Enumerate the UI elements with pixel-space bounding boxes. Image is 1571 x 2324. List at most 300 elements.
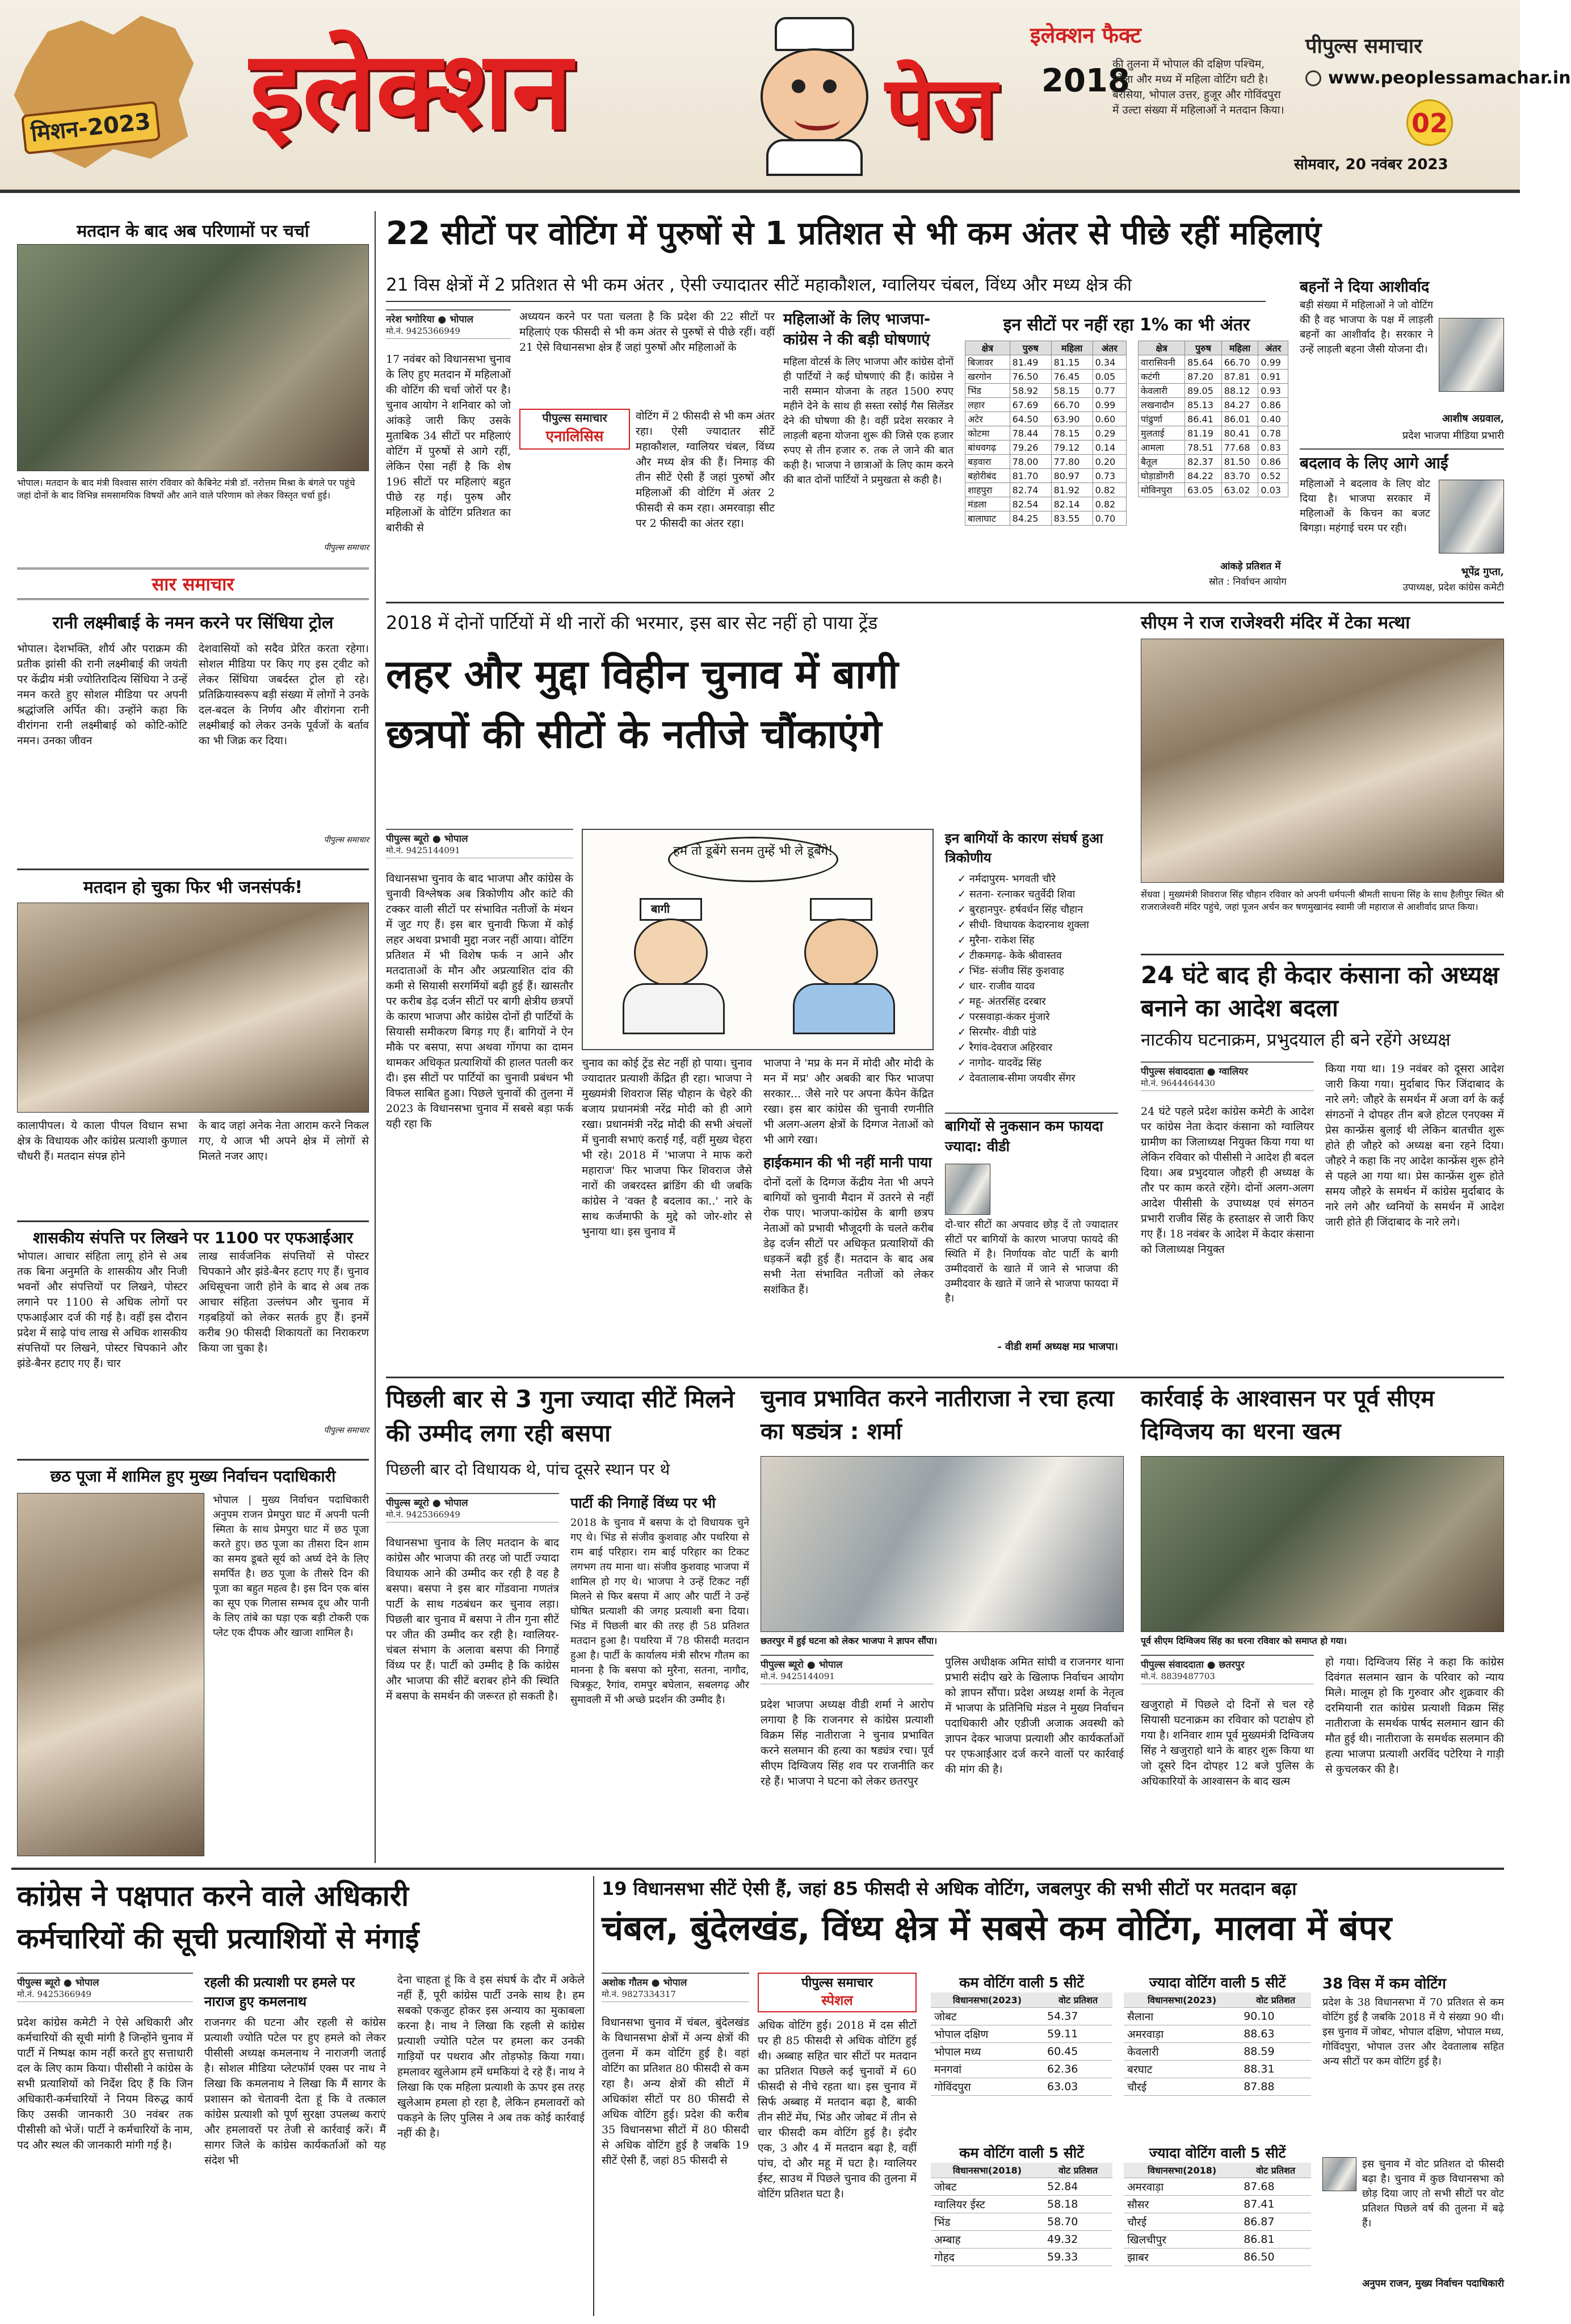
rebels-list <box>945 871 1121 1086</box>
rebels-col2: चुनाव का कोई ट्रेंड सेट नहीं हो पाया। चुनाव ज्यादातर प्रत्याशी केंद्रित ही रहा। भाजपा ने मुख्यमंत्री शिवराज सिंह चौहान के चेहरे की बजाय प्रधानमंत्री नरेंद्र मोदी को ही आगे रखा। प्रधानमंत्री नरेंद्र मोदी की सभी अंचलों में चुनावी सभाएं कराई गईं, वहीं मुख्य चेहरा भी रहे। 2018 में 'भाजपा ने माफ करो महाराज' फिर भाजपा फिर शिवराज जैसे नारों की जबरदस्त ब्रांडिंग की थी जबकि कांग्रेस ने 'वक्त है बदलाव का..' नारे के साथ कर्जमाफी के मुद्दे को जोर-शोर से भुनाया था। इस चुनाव में <box>582 1057 752 1238</box>
section-rule <box>386 1377 1504 1378</box>
table-cell: बैतूल <box>1139 455 1185 469</box>
turnout-row <box>931 2213 1112 2231</box>
table-cell: 79.12 <box>1051 441 1093 455</box>
bsp-byline <box>386 1493 559 1522</box>
issue-date: सोमवार, 20 नवंबर 2023 <box>1294 156 1448 173</box>
table-cell: 86.87 <box>1240 2213 1311 2231</box>
saar-samachar-label: सार समाचार <box>17 568 369 600</box>
table-cell: 82.37 <box>1185 455 1222 469</box>
table-header-cell: विधानसभा(2018) <box>931 2163 1044 2178</box>
promises-text: महिला वोटर्स के लिए भाजपा और कांग्रेस दोनों ही पार्टियों ने कई घोषणाएं की हैं। कांग्रेस ने नारी सम्मान योजना के तहत 1500 रुपए महीने देने के साथ ही सस्ता रसोई गैस सिलेंडर देने की घोषणा की है। वहीं प्रदेश सरकार ने लाड़ली बहना योजना शुरू की जिसे एक हजार रुपए से तीन हजार रु. तक ले जाने की बात कही है। भाजपा ने छात्राओं के लिए काम करने की बात दोनों पार्टियों ने प्रमुखता से कही है। <box>783 356 953 486</box>
table-cell: 0.86 <box>1258 455 1288 469</box>
table-cell: लखनादौन <box>1139 398 1185 412</box>
rebels-headline-line1: लहर और मुद्दा विहीन चुनाव में बागी <box>386 651 898 698</box>
turnout-row <box>1124 2249 1311 2266</box>
table-cell: भोपाल मध्य <box>931 2043 1044 2061</box>
table-cell: 63.90 <box>1051 412 1093 426</box>
table-cell: 76.50 <box>1010 370 1051 384</box>
table-cell: 86.41 <box>1185 412 1222 426</box>
turnout-row <box>931 2178 1112 2196</box>
table-cell: 84.22 <box>1185 469 1222 483</box>
table-cell: अमरवाड़ा <box>1124 2025 1240 2043</box>
table-header-cell: विधानसभा(2023) <box>1124 1992 1240 2008</box>
table-cell: 0.77 <box>1093 384 1126 398</box>
table-header-cell: वोट प्रतिशत <box>1240 1992 1311 2008</box>
mission-badge: मिशन-2023 <box>21 101 161 155</box>
quote2-portrait <box>1439 480 1504 553</box>
table-cell: 83.55 <box>1051 511 1093 526</box>
quote1-text: बड़ी संख्या में महिलाओं ने जो वोटिंग की है वह भाजपा के पक्ष में लाड़ली बहनों का आशीर्वाद है। सरकार ने उन्हें लाड़ली बहना जैसी योजना दी। <box>1300 299 1433 355</box>
masthead-title-left: इलेक्शन <box>250 28 572 153</box>
table-cell: 0.29 <box>1093 426 1126 441</box>
table-cell: 49.32 <box>1044 2231 1112 2249</box>
rebel-list-item: ✓ मुरैना- राकेश सिंह <box>957 934 1035 946</box>
story2-col2: देशवासियों को सदैव प्रेरित करता रहेगा। सोशल मीडिया पर किए गए इस ट्वीट को लेकर सिंधिया जबर्दस्त ट्रोल हो रहे। प्रतिक्रियास्वरूप बड़ी संख्या में लोगों ने उनके दल-बदल के निर्णय और वीरांगना रानी लक्ष्मीबाई को लेकर उनके पूर्वजों के बर्ताव का भी जिक्र कर दिया। <box>199 643 369 747</box>
lead-col2b: वोटिंग में 2 फीसदी से भी कम अंतर रहा। ऐसी ज्यादातर सीटें महाकौशल, ग्वालियर चंबल, विंध्य और मध्य क्षेत्र की हैं। निमाड़ की तीन सीटें ऐसी हैं जहां पुरुषों और महिलाओं की वोटिंग में अंतर 2 फीसदी से कम रहा। अमरवाड़ा सीट पर 2 फीसदी का अंतर रहा। <box>636 410 775 530</box>
politician-caricature <box>749 17 880 176</box>
quote1-name: आशीष अग्रवाल, <box>1442 413 1504 425</box>
table-cell: 77.80 <box>1051 455 1093 469</box>
turnout-col2: अधिक वोटिंग हुई। 2018 में दस सीटों पर ही 85 फीसदी से अधिक वोटिंग हुई थी। अब्बाह सहित चार सीटों पर मतदान का प्रतिशत पिछले कई चुनावों में 60 फीसदी से नीचे रहता था। इस चुनाव में सिर्फ अब्बाह में मतदान बढ़ा है, बाकी तीन सीटें मेंघ, भिंड और जोबट में तीन से चार फीसदी कम वोटिंग हुई है। इंदौर एक, 3 और 4 में मतदान बढ़ा है, वहीं पांच, दो और महू में घटा है। ग्वालियर ईस्ट, साउथ में पिछले चुनाव की तुलना में वोटिंग प्रतिशत घटा है। <box>758 2019 917 2200</box>
high2023-table <box>1124 1992 1311 2096</box>
turnout-byline <box>602 1973 749 2002</box>
table-cell: मनगवां <box>931 2061 1044 2078</box>
loss-head: बागियों से नुकसान कम फायदा ज्यादा: वीडी <box>945 1113 1118 1157</box>
high2018-title: ज्यादा वोटिंग वाली 5 सीटें <box>1149 2145 1286 2161</box>
table-cell: 67.69 <box>1010 398 1051 412</box>
kansana-byline-name: पीपुल्स संवाददाता ● ग्वालियर <box>1141 1066 1248 1077</box>
loss-text: दो-चार सीटों का अपवाद छोड़ दें तो ज्यादातर सीटों पर बागियों के कारण भाजपा फायदे की स्थिति में है। निर्णायक वोट पार्टी के बागी उम्मीदवारों के खाते में जाने से भाजपा की उम्मीदवार के खाते में जाने से भाजपा फायदा में है। <box>945 1219 1118 1304</box>
table-cell: 59.33 <box>1044 2249 1112 2266</box>
turnout-row <box>1124 2043 1311 2061</box>
story1-caption: भोपाल। मतदान के बाद मंत्री विश्वास सारंग रविवार को कैबिनेट मंत्री डॉ. नरोत्तम मिश्रा के बंगले पर पहुंचे जहां दोनों के बाद विभिन्न समसामयिक विषयों और आने वाले परिणाम को लेकर विस्तृत चर्चा हुई। <box>17 477 355 501</box>
source-tag: पीपुल्स समाचार <box>324 1426 369 1435</box>
turnout-row <box>1124 2213 1311 2231</box>
quote2-name: भूपेंद्र गुप्ता, <box>1461 566 1504 578</box>
table-cell: घोड़ाडोंगरी <box>1139 469 1185 483</box>
seat-row <box>965 455 1127 469</box>
quote1-head: बहनों ने दिया आशीर्वाद <box>1300 278 1430 296</box>
table-cell: चौरई <box>1124 2078 1240 2096</box>
table-cell: सैलाना <box>1124 2008 1240 2025</box>
turnout-row <box>931 2043 1112 2061</box>
turnout-row <box>1124 2061 1311 2078</box>
table-cell: 77.68 <box>1221 441 1258 455</box>
table-cell: 87.81 <box>1221 370 1258 384</box>
table-cell: 85.64 <box>1185 355 1222 370</box>
analysis-brand: पीपुल्स समाचार <box>542 411 607 425</box>
table-cell: 81.49 <box>1010 355 1051 370</box>
table-header-cell: वोट प्रतिशत <box>1240 2163 1311 2178</box>
seat-row <box>965 511 1127 526</box>
table-cell: 0.83 <box>1258 441 1288 455</box>
table-cell: 87.41 <box>1240 2196 1311 2213</box>
cartoon-label: बागी <box>651 902 670 916</box>
table-cell: 80.97 <box>1051 469 1093 483</box>
conspiracy-byline-name: पीपुल्स ब्यूरो ● भोपाल <box>761 1659 843 1671</box>
turnout-row <box>931 2008 1112 2025</box>
seats-table-right <box>1138 341 1288 497</box>
election-fact-year: 2018 <box>1041 62 1130 99</box>
seat-row <box>965 355 1127 370</box>
table-cell: 63.03 <box>1044 2078 1112 2096</box>
turnout-headline: चंबल, बुंदेलखंड, विंध्य क्षेत्र में सबसे कम वोटिंग, मालवा में बंपर <box>602 1908 1392 1948</box>
cartoon-figure-right <box>787 898 901 1034</box>
table-cell: 60.45 <box>1044 2043 1112 2061</box>
table-cell: 0.14 <box>1093 441 1126 455</box>
congress-byline-mobile: मो.नं. 9425366949 <box>17 1989 91 1999</box>
table-cell: भिंड <box>965 384 1010 398</box>
table-cell: अम्बाह <box>931 2231 1044 2249</box>
congress-headline-line2: कर्मचारियों की सूची प्रत्याशियों से मंगाई <box>17 1922 419 1955</box>
seats-table-left <box>965 341 1127 526</box>
rebels-kicker: 2018 में दोनों पार्टियों में थी नारों की भरमार, इस बार सेट नहीं हो पाया ट्रेंड <box>386 612 878 634</box>
page-number: 02 <box>1406 99 1453 146</box>
rebel-list-item: ✓ सिरमौर- वीडी पांडे <box>957 1026 1036 1038</box>
kansana-subhead: नाटकीय घटनाक्रम, प्रभुदयाल ही बने रहेंगे अध्यक्ष <box>1141 1030 1451 1050</box>
story2-col1: भोपाल। देशभक्ति, शौर्य और पराक्रम की प्रतीक झांसी की रानी लक्ष्मीबाई की जयंती पर केंद्रीय मंत्री ज्योतिरादित्य सिंधिया ने उन्हें नमन करते हुए सोशल मीडिया पर अपनी श्रद्धांजलि अर्पित की। उन्होंने कहा कि वीरांगना रानी लक्ष्मीबाई को कोटि-कोटि नमन। उनका जीवन <box>17 643 187 747</box>
rebels-headline-line2: छत्रपों की सीटों के नतीजे चौंकाएंगे <box>386 711 882 757</box>
seat-row <box>1139 469 1288 483</box>
turnout-byline-name: अशोक गौतम ● भोपाल <box>602 1977 687 1989</box>
congress-col2: राजनगर की घटना और रहली से कांग्रेस प्रत्याशी ज्योति पटेल पर हुए हमले को लेकर पीसीसी अध्यक्ष कमलनाथ ने नाराजगी जताई है। सोशल मीडिया प्लेटफॉर्म एक्स पर नाथ ने लिखा कि कमलनाथ ने लिखा कि मैं सागर के प्रशासन को चेतावनी देता हूं कि वे तत्काल कांग्रेस प्रत्याशी को पूर्ण सुरक्षा उपलब्ध कराएं और हमलावरों पर तेजी से कार्रवाई करें। मैं सागर जिले के कांग्रेस कार्यकर्ताओं को यह संदेश भी <box>204 2016 386 2167</box>
rebel-list-item: ✓ भिंड- संजीव सिंह कुशवाह <box>957 965 1064 977</box>
table-cell: गोविंदपुरा <box>931 2078 1044 2096</box>
seat-row <box>965 412 1127 426</box>
low-voting-side-text: प्रदेश के 38 विधानसभा में 70 प्रतिशत से कम वोटिंग हुई है जबकि 2018 में ये संख्या 90 थी। इस चुनाव में जोबट, भोपाल दक्षिण, भोपाल मध्य, गोविंदपुरा, भोपाल उत्तर और देवतालाब सहित अन्य सीटों पर कम वोटिंग हुई है। <box>1322 1996 1504 2067</box>
table-cell: 0.93 <box>1258 384 1288 398</box>
turnout-row <box>1124 2008 1311 2025</box>
table-cell: 86.01 <box>1221 412 1258 426</box>
story3-photo <box>17 903 369 1113</box>
analysis-badge <box>519 409 630 450</box>
bsp-col1: विधानसभा चुनाव के लिए मतदान के बाद कांग्रेस और भाजपा की तरह जो पार्टी ज्यादा विधायक आने की उम्मीद कर रही है वह है बसपा। बसपा ने इस बार गोंडवाना गणतंत्र पार्टी के साथ गठबंधन कर चुनाव लड़ा। पिछली बार चुनाव में बसपा ने तीन गुना सीटें पर जीत की उम्मीद कर रही है। ग्वालियर-चंबल संभाग के अलावा बसपा की निगाहें विंध्य पर हैं। पार्टी को उम्मीद है कि कांग्रेस और भाजपा की सीटें बराबर होने की स्थिति में बसपा के समर्थन की जरूरत हो सकती है। <box>386 1537 559 1702</box>
rebels-byline <box>386 829 573 858</box>
table-cell: गोहद <box>931 2249 1044 2266</box>
table-cell: 0.70 <box>1093 511 1126 526</box>
table-cell: मोविनपुरा <box>1139 483 1185 497</box>
table-cell: 58.15 <box>1051 384 1093 398</box>
table-cell: 78.15 <box>1051 426 1093 441</box>
cartoon <box>582 829 934 1050</box>
rebel-list-item: ✓ टीकमगढ़- केके श्रीवास्तव <box>957 950 1062 962</box>
table-header-cell: वोट प्रतिशत <box>1044 2163 1112 2178</box>
lead-col1: 17 नवंबर को विधानसभा चुनाव के लिए हुए मतदान में महिलाओं की वोटिंग की चर्चा जोरों पर है। चुनाव आयोग ने शनिवार को जो आंकड़े जारी किए उसके मुताबिक 34 सीटों पर महिलाएं वोटिंग में पुरुषों से आगे रहीं, लेकिन ऐसा नहीं है कि शेष 196 सीटों पर महिलाएं बहुत पीछे रह गई। पुरुष और महिलाओं के वोटिंग प्रतिशत का बारीकी से <box>386 353 511 534</box>
turnout-row <box>1124 2078 1311 2096</box>
table-cell: 63.02 <box>1221 483 1258 497</box>
digvijay-photo <box>1141 1456 1504 1632</box>
rebels-col1: विधानसभा चुनाव के बाद भाजपा और कांग्रेस के चुनावी विश्लेषक अब त्रिकोणीय और कांटे की टक्कर वाली सीटों पर संभावित नतीजों के मंथन में जुट गए हैं। इस बार चुनावी फिजा में कोई लहर अथवा प्रभावी मुद्दा नजर नहीं आया। वोटिंग प्रतिशत में भी विशेष फर्क न आने और मतदाताओं के मौन और अप्रत्याशित दांव की कमी से सियासी सरगर्मियों बढ़ी हुई हैं। खासतौर पर करीब डेढ़ दर्जन सीटों पर बागी क्षेत्रीय छत्रपों के कारण भाजपा और कांग्रेस दोनों ही पार्टियों के सियासी समीकरण बिगड़ गए हैं। बागियों ने ऐन मौके पर बसपा, सपा अथवा गोंगपा का दामन थामकर अधिकृत प्रत्याशियों की हालत पतली कर दी। इस सीटों पर पार्टियों का चुनावी प्रबंधन भी विफल साबित हुआ। पिछले चुनावों की तुलना में 2023 के विधानसभा चुनाव में सबसे बड़ा फर्क यही रहा कि <box>386 872 573 1130</box>
table-cell: 59.11 <box>1044 2025 1112 2043</box>
rebel-list-item: ✓ नागोद- यादवेंद्र सिंह <box>957 1057 1041 1069</box>
bsp-box-text: 2018 के चुनाव में बसपा के दो विधायक चुने गए थे। भिंड से संजीव कुशवाह और पथरिया से राम बाई परिहार। राम बाई परिहार का टिकट लगभग तय माना था। संजीव कुशवाह भाजपा में शामिल हो गए थे। भाजपा ने उन्हें टिकट नहीं मिलने से फिर बसपा में आए और पार्टी ने उन्हें घोषित प्रत्याशी की जगह प्रत्याशी बना दिया। भिंड में पिछली बार की तरह ही 58 प्रतिशत मतदान हुआ है। पथरिया में 78 फीसदी मतदान हुआ है। पार्टी के कार्यालय मंत्री सौरभ गौतम का मानना है कि बसपा को मुरैना, सतना, नागौद, चित्रकूट, रैगांव, रामपुर बघेलान, सबलगढ़ और सुमावली में भी अच्छे प्रदर्शन की उम्मीद है। <box>570 1517 749 1706</box>
rebels-list-head: इन बागियों के कारण संघर्ष हुआ त्रिकोणीय <box>945 830 1103 866</box>
digvijay-caption: पूर्व सीएम दिग्विजय सिंह का धरना रविवार को समाप्त हो गया। <box>1141 1635 1347 1646</box>
table-cell: लहार <box>965 398 1010 412</box>
table-cell: केवलारी <box>1124 2043 1240 2061</box>
kansana-col2: किया गया था। 19 नवंबर को दूसरा आदेश जारी किया गया। मुर्दाबाद फिर जिंदाबाद के नारे लगे: जौहरे के समर्थन में अजा वर्ग के कई संगठनों ने दोपहर तीन बजे होटल एनएक्स में प्रेस कान्फ्रेंस बुलाई थी लेकिन बातचीत शुरू होते ही जौहरे को अध्यक्ष बना रहने दिया। जौहरे ने कहा कि नए आदेश कान्फ्रेंस शुरू होने से पहले आ गया था। प्रेस कान्फ्रेंस शुरू होते समय जौहरे के समर्थन में कांग्रेस मुर्दाबाद के नारे लगे और ध्वनियों के समर्थन में आदेश जारी होते ही जिंदाबाद के नारे लगे। <box>1325 1063 1504 1228</box>
quote2-text: महिलाओं ने बदलाव के लिए वोट दिया है। भाजपा सरकार में महिलाओं के किचन का बजट बिगड़ा। महंगाई चरम पर रही। <box>1300 478 1430 534</box>
rebel-list-item: ✓ महू- अंतरसिंह दरबार <box>957 996 1046 1008</box>
table-cell: वारासिवनी <box>1139 355 1185 370</box>
table-cell: 79.26 <box>1010 441 1051 455</box>
table-cell: 0.82 <box>1093 497 1126 511</box>
low-voting-side-head: 38 विस में कम वोटिंग <box>1322 1975 1446 1992</box>
brand-name: पीपुल्स समाचार <box>1305 35 1422 58</box>
table-cell: 81.70 <box>1010 469 1051 483</box>
quote2-role: उपाध्यक्ष, प्रदेश कांग्रेस कमेटी <box>1402 582 1504 593</box>
table-cell: 0.86 <box>1258 398 1288 412</box>
table-cell: 84.25 <box>1010 511 1051 526</box>
seats-table-source: स्रोत : निर्वाचन आयोग <box>1209 576 1287 588</box>
table-cell: 0.03 <box>1258 483 1288 497</box>
conspiracy-col2: पुलिस अधीक्षक अमित सांघी व राजनगर थाना प्रभारी संदीप खरे के खिलाफ निर्वाचन आयोग को ज्ञापन सौंपा। प्रदेश अध्यक्ष शर्मा के नेतृत्व में भाजपा के प्रतिनिधि मंडल ने मुख्य निर्वाचन पदाधिकारी और एडीजी अजाक अवस्थी को ज्ञापन देकर भाजपा प्रत्याशी और कार्यकर्ताओं पर एफआईआर दर्ज करने वालों पर कार्रवाई की मांग की है। <box>945 1656 1124 1776</box>
special-badge <box>758 1973 917 2012</box>
story4-col1: भोपाल। आचार संहिता लागू होने से अब तक बिना अनुमति के शासकीय और निजी भवनों और संपत्तियों पर लिखने, पोस्टर लगाने पर 1100 से अधिक लोगों पर एफआईआर दर्ज की गई है। वहीं इस दौरान प्रदेश में साढ़े पांच लाख से अधिक शासकीय संपत्तियों पर लिखने, पोस्टर चिपकाने और झंडे-बैनर हटाए गए हैं। चार <box>17 1250 187 1370</box>
turnout-row <box>931 2196 1112 2213</box>
table-cell: 62.36 <box>1044 2061 1112 2078</box>
low2018-title: कम वोटिंग वाली 5 सीटें <box>959 2145 1084 2161</box>
table-cell: 88.59 <box>1240 2043 1311 2061</box>
digvijay-byline-mobile: मो.नं. 8839487703 <box>1141 1671 1215 1681</box>
table-cell: अमरवाड़ा <box>1124 2178 1240 2196</box>
conspiracy-photo <box>761 1456 1124 1632</box>
table-cell: 0.52 <box>1258 469 1288 483</box>
special-label: स्पेशल <box>821 1992 853 2008</box>
table-cell: 81.92 <box>1051 483 1093 497</box>
masthead <box>0 0 1571 193</box>
congress-col1: प्रदेश कांग्रेस कमेटी ने ऐसे अधिकारी और कर्मचारियों की सूची मांगी है जिन्होंने चुनाव में पार्टी में निष्पक्ष काम नहीं करते हुए सत्ताधारी दल के लिए काम किया। पीसीसी ने कांग्रेस के सभी प्रत्याशियों को निर्देश दिए हैं कि जिन अधिकारी-कर्मचारियों ने नियम विरुद्ध कार्य किए उसकी जानकारी 30 नवंबर तक पीसीसी को भेजें। पार्टी ने कर्मचारियों के नाम, पद और स्थल की जानकारी मांगी गई है। <box>17 2016 193 2151</box>
table-cell: मंडला <box>965 497 1010 511</box>
table-cell: 85.13 <box>1185 398 1222 412</box>
table-cell: 52.84 <box>1044 2178 1112 2196</box>
quote1-portrait <box>1439 318 1504 392</box>
table-cell: 80.41 <box>1221 426 1258 441</box>
table-cell: 0.82 <box>1093 483 1126 497</box>
bsp-headline: पिछली बार से 3 गुना ज्यादा सीटें मिलने की उम्मीद लगा रही बसपा <box>386 1385 735 1447</box>
table-header-cell: विधानसभा(2023) <box>931 1992 1044 2008</box>
table-cell: ग्वालियर ईस्ट <box>931 2196 1044 2213</box>
turnout-col1: विधानसभा चुनाव में चंबल, बुंदेलखंड के विधानसभा क्षेत्रों में अन्य क्षेत्रों की तुलना में कम वोटिंग हुई है। वहां वोटिंग का प्रतिशत 80 फीसदी से कम रहा है। अन्य क्षेत्रों की सीटों में अधिकांश सीटों पर 80 फीसदी से अधिक वोटिंग हुई। प्रदेश की करीब 35 विधानसभा सीटों में 80 फीसदी से अधिक वोटिंग हुई है जबकि 19 सीटें ऐसी हैं, जहां 85 फीसदी से <box>602 2016 749 2167</box>
rahli-head: रहली की प्रत्याशी पर हमले पर नाराज हुए कमलनाथ <box>204 1974 355 2010</box>
table-cell: 82.54 <box>1010 497 1051 511</box>
seat-row <box>965 497 1127 511</box>
table-cell: 78.00 <box>1010 455 1051 469</box>
rebels-byline-name: पीपुल्स ब्यूरो ● भोपाल <box>386 833 468 845</box>
globe-icon <box>1305 70 1321 86</box>
turnout-row <box>931 2025 1112 2043</box>
table-cell: 66.70 <box>1051 398 1093 412</box>
lead-col2c <box>519 454 630 593</box>
table-cell: झाबर <box>1124 2249 1240 2266</box>
table-cell: खरगोन <box>965 370 1010 384</box>
cartoon-speech-bubble: हम तो डूबेंगे सनम तुम्हें भी ले डूबेंगे! <box>668 837 838 882</box>
table-cell: 83.70 <box>1221 469 1258 483</box>
conspiracy-byline <box>761 1655 934 1684</box>
bsp-subhead: पिछली बार दो विधायक थे, पांच दूसरे स्थान पर थे <box>386 1460 670 1479</box>
special-brand: पीपुल्स समाचार <box>801 1976 873 1990</box>
turnout-row <box>1124 2178 1311 2196</box>
table-cell: 0.99 <box>1258 355 1288 370</box>
seat-row <box>1139 441 1288 455</box>
seat-row <box>965 426 1127 441</box>
seats-table-title: इन सीटों पर नहीं रहा 1% का भी अंतर <box>1003 315 1250 335</box>
election-fact-text: की तुलना में भोपाल की दक्षिण पश्चिम, नरेला और मध्य में महिला वोटिंग घटी है। बैरसिया, भोपाल उत्तर, हुजूर और गोविंदपुरा में उल्टा संख्या में महिलाओं ने मतदान किया। <box>1112 58 1284 116</box>
table-cell: 0.60 <box>1093 412 1126 426</box>
turnout-row <box>931 2231 1112 2249</box>
table-cell: 0.91 <box>1258 370 1288 384</box>
table-cell: 0.05 <box>1093 370 1126 384</box>
table-cell: 58.70 <box>1044 2213 1112 2231</box>
table-cell: बांधवगढ़ <box>965 441 1010 455</box>
story5-headline: छठ पूजा में शामिल हुए मुख्य निर्वाचन पदाधिकारी <box>17 1459 369 1487</box>
table-cell: 0.20 <box>1093 455 1126 469</box>
turnout-row <box>1124 2231 1311 2249</box>
lead-byline-name: नरेश भगोरिया ● भोपाल <box>386 314 474 325</box>
seat-row <box>1139 483 1288 497</box>
table-cell: 58.92 <box>1010 384 1051 398</box>
table-cell: भिंड <box>931 2213 1044 2231</box>
table-cell: 82.14 <box>1051 497 1093 511</box>
promises-headline: महिलाओं के लिए भाजपा-कांग्रेस ने की बड़ी घोषणाएं <box>783 311 931 349</box>
story4-col2: लाख सार्वजनिक संपत्तियों से पोस्टर चिपकाने और झंडे-बैनर हटाए गए हैं। चुनाव अधिसूचना जारी होने के बाद से अब तक आचार संहिता उल्लंघन और चुनाव में गड़बड़ियों को लेकर सतर्क हुए हैं। इनमें करीब 90 फीसदी शिकायतों का निराकरण किया जा चुका है। <box>199 1250 369 1354</box>
section-rule <box>386 602 1504 603</box>
table-header-cell: पुरुष <box>1010 341 1051 355</box>
turnout-kicker: 19 विधानसभा सीटें ऐसी हैं, जहां 85 फीसदी से अधिक वोटिंग, जबलपुर की सभी सीटों पर मतदान बढ़ा <box>602 1878 1297 1899</box>
conspiracy-col1: प्रदेश भाजपा अध्यक्ष वीडी शर्मा ने आरोप लगाया है कि राजनगर से कांग्रेस प्रत्याशी विक्रम सिंह नातीराजा ने चुनाव प्रभावित करने सलमान की हत्या का षड्यंत्र रचा। पूर्व सीएम दिग्विजय सिंह शव पर राजनीति कर रहे हैं। भाजपा ने घटना को लेकर छतरपुर <box>761 1698 934 1788</box>
table-cell: 82.74 <box>1010 483 1051 497</box>
temple-photo <box>1141 639 1504 883</box>
table-cell: 81.50 <box>1221 455 1258 469</box>
quote1-role: प्रदेश भाजपा मीडिया प्रभारी <box>1402 430 1504 442</box>
kansana-byline <box>1141 1062 1314 1091</box>
table-cell: 86.81 <box>1240 2231 1311 2249</box>
seat-row <box>1139 398 1288 412</box>
seat-row <box>965 398 1127 412</box>
seat-row <box>965 441 1127 455</box>
rebel-list-item: ✓ धार- राजीव यादव <box>957 980 1035 992</box>
table-cell: 88.63 <box>1240 2025 1311 2043</box>
table-cell: मुलताई <box>1139 426 1185 441</box>
rebel-list-item: ✓ नर्मदापुरम- भगवती चौरे <box>957 873 1056 885</box>
table-cell: पांढुर्णा <box>1139 412 1185 426</box>
source-tag: पीपुल्स समाचार <box>324 836 369 845</box>
turnout-row <box>931 2061 1112 2078</box>
seat-row <box>1139 412 1288 426</box>
table-cell: 87.20 <box>1185 370 1222 384</box>
congress-col3: देना चाहता हूं कि वे इस संघर्ष के दौर में अकेले नहीं हैं, पूरी कांग्रेस पार्टी उनके साथ है। हम सबको एकजुट होकर इस अन्याय का मुकाबला करना है। नाथ ने लिखा कि रहली से कांग्रेस प्रत्याशी ज्योति पटेल पर हमला कर उनकी गाड़ियों पर पथराव और तोड़फोड़ किया गया। हमलावर खुलेआम हमें धमकियां दे रहे हैं। नाथ ने लिखा कि एक महिला प्रत्याशी के ऊपर इस तरह खुलेआम हमला हो रहा है, लेकिन हमलावरों को पकड़ने के लिए पुलिस ने अब तक कोई कार्रवाई नहीं की है। <box>397 1974 585 2140</box>
section-rule <box>11 1868 1504 1870</box>
digvijay-byline-name: पीपुल्स संवाददाता ● छतरपुर <box>1141 1659 1245 1671</box>
table-cell: शाहपुरा <box>965 483 1010 497</box>
table-cell: 64.50 <box>1010 412 1051 426</box>
table-cell: 0.40 <box>1258 412 1288 426</box>
table-cell: 54.37 <box>1044 2008 1112 2025</box>
cec-quote-name: अनुपम राजन, मुख्य निर्वाचन पदाधिकारी <box>1362 2278 1504 2289</box>
table-cell: 90.10 <box>1240 2008 1311 2025</box>
low2018-table <box>931 2163 1112 2266</box>
table-cell: 0.99 <box>1093 398 1126 412</box>
table-cell: 0.73 <box>1093 469 1126 483</box>
seat-row <box>965 469 1127 483</box>
table-cell: सौसर <box>1124 2196 1240 2213</box>
table-cell: 63.05 <box>1185 483 1222 497</box>
anupam-rajan-portrait <box>1322 2157 1356 2191</box>
table-cell: 78.51 <box>1185 441 1222 455</box>
lead-byline <box>386 309 511 339</box>
turnout-row <box>931 2078 1112 2096</box>
table-cell: 58.18 <box>1044 2196 1112 2213</box>
temple-headline: सीएम ने राज राजेश्वरी मंदिर में टेका मत्था <box>1141 613 1410 633</box>
table-cell: बड़वारा <box>965 455 1010 469</box>
rebel-list-item: ✓ सतना- रत्नाकर चतुर्वेदी शिवा <box>957 888 1076 900</box>
table-cell: केवलारी <box>1139 384 1185 398</box>
kansana-col1: 24 घंटे पहले प्रदेश कांग्रेस कमेटी के आदेश पर कांग्रेस नेता केदार कंसाना को ग्वालियर ग्रामीण का जिलाध्यक्ष नियुक्त किया गया था लेकिन रविवार को पीसीसी ने आदेश ही बदल दिया। अब प्रभुदयाल जौहरी ही अध्यक्ष के तौर पर काम करते रहेंगे। दोनों अलग-अलग आदेश पीसीसी के उपाध्यक्ष एवं संगठन प्रभारी राजीव सिंह के हस्ताक्षर से जारी किए गए हैं। 18 नवंबर के आदेश में केदार कंसाना को जिलाध्यक्ष नियुक्त <box>1141 1105 1314 1256</box>
turnout-row <box>1124 2196 1311 2213</box>
table-cell: 86.50 <box>1240 2249 1311 2266</box>
table-cell: 87.88 <box>1240 2078 1311 2096</box>
digvijay-byline <box>1141 1655 1314 1684</box>
rebel-list-item: ✓ बुरहानपुर- हर्षवर्धन सिंह चौहान <box>957 904 1083 916</box>
election-fact-heading: इलेक्शन फैक्ट <box>1030 23 1141 48</box>
seat-row <box>965 384 1127 398</box>
turnout-row <box>931 2249 1112 2266</box>
low2023-title: कम वोटिंग वाली 5 सीटें <box>959 1974 1084 1991</box>
table-cell: बरघाट <box>1124 2061 1240 2078</box>
conspiracy-headline: चुनाव प्रभावित करने नातीराजा ने रचा हत्या का षड्यंत्र : शर्मा <box>761 1386 1114 1445</box>
table-cell: 84.27 <box>1221 398 1258 412</box>
seat-row <box>965 483 1127 497</box>
story2-headline: रानी लक्ष्मीबाई के नमन करने पर सिंधिया ट्रोल <box>52 613 334 633</box>
story5-photo <box>17 1493 204 1856</box>
congress-byline <box>17 1973 193 2002</box>
conspiracy-caption: छतरपुर में हुई घटना को लेकर भाजपा ने ज्ञापन सौंपा। <box>761 1635 938 1646</box>
table-header-cell: क्षेत्र <box>965 341 1010 355</box>
table-cell: 81.15 <box>1051 355 1093 370</box>
column-rule <box>375 211 376 1863</box>
seat-row <box>1139 370 1288 384</box>
table-header-cell: अंतर <box>1258 341 1288 355</box>
table-header-cell: महिला <box>1221 341 1258 355</box>
table-cell: 89.05 <box>1185 384 1222 398</box>
table-cell: कोटमा <box>965 426 1010 441</box>
story3-col2: के बाद जहां अनेक नेता आराम करने निकल गए, ये आज भी अपने क्षेत्र में लोगों से मिलते नजर आए। <box>199 1119 369 1163</box>
table-cell: बिजावर <box>965 355 1010 370</box>
story4-headline: शासकीय संपत्ति पर लिखने पर 1100 पर एफआईआर <box>17 1220 369 1248</box>
rebel-list-item: ✓ रैगांव-देवराज अहिरवार <box>957 1042 1053 1054</box>
seats-table-note: आंकड़े प्रतिशत में <box>1220 561 1281 572</box>
table-header-cell: अंतर <box>1093 341 1126 355</box>
table-cell: बहोरीबंद <box>965 469 1010 483</box>
congress-byline-name: पीपुल्स ब्यूरो ● भोपाल <box>17 1977 99 1989</box>
bsp-byline-name: पीपुल्स ब्यूरो ● भोपाल <box>386 1497 468 1509</box>
table-cell: चौरई <box>1124 2213 1240 2231</box>
table-header-cell: विधानसभा(2018) <box>1124 2163 1240 2178</box>
turnout-row <box>1124 2025 1311 2043</box>
bsp-box-head: पार्टी की निगाहें विंध्य पर भी <box>570 1495 716 1511</box>
table-header-cell: पुरुष <box>1185 341 1222 355</box>
story1-headline: मतदान के बाद अब परिणामों पर चर्चा <box>77 221 309 241</box>
kansana-byline-mobile: मो.नं. 9644464430 <box>1141 1078 1215 1088</box>
story3-col1: कालापीपल। ये काला पीपल विधान सभा क्षेत्र के विधायक और कांग्रेस प्रत्याशी कुणाल चौधरी हैं। मतदान संपन्न होने <box>17 1119 187 1163</box>
table-cell: जोबट <box>931 2178 1044 2196</box>
story3-headline: मतदान हो चुका फिर भी जनसंपर्क! <box>17 869 369 898</box>
digvijay-col1: खजुराहो में पिछले दो दिनों से चल रहे सियासी घटनाक्रम का रविवार को पटाक्षेप हो गया है। शनिवार शाम पूर्व मुख्यमंत्री दिग्विजय सिंह ने खजुराहो थाने के बाहर शुरू किया था जो दूसरे दिन दोपहर 12 बजे पुलिस के अधिकारियों के आश्वासन के बाद खत्म <box>1141 1698 1314 1788</box>
table-cell: बालाघाट <box>965 511 1010 526</box>
temple-caption: सेंधवा | मुख्यमंत्री शिवराज सिंह चौहान रविवार को अपनी धर्मपत्नी श्रीमती साधना सिंह के साथ हैलीपुर स्थित श्री राजराजेश्वरी मंदिर पहुंचे, जहां पूजन अर्चन कर षणमुखानंद स्वामी जी महाराज से आशीर्वाद प्राप्त किया। <box>1141 889 1504 912</box>
congress-headline-line1: कांग्रेस ने पक्षपात करने वाले अधिकारी <box>17 1880 409 1912</box>
